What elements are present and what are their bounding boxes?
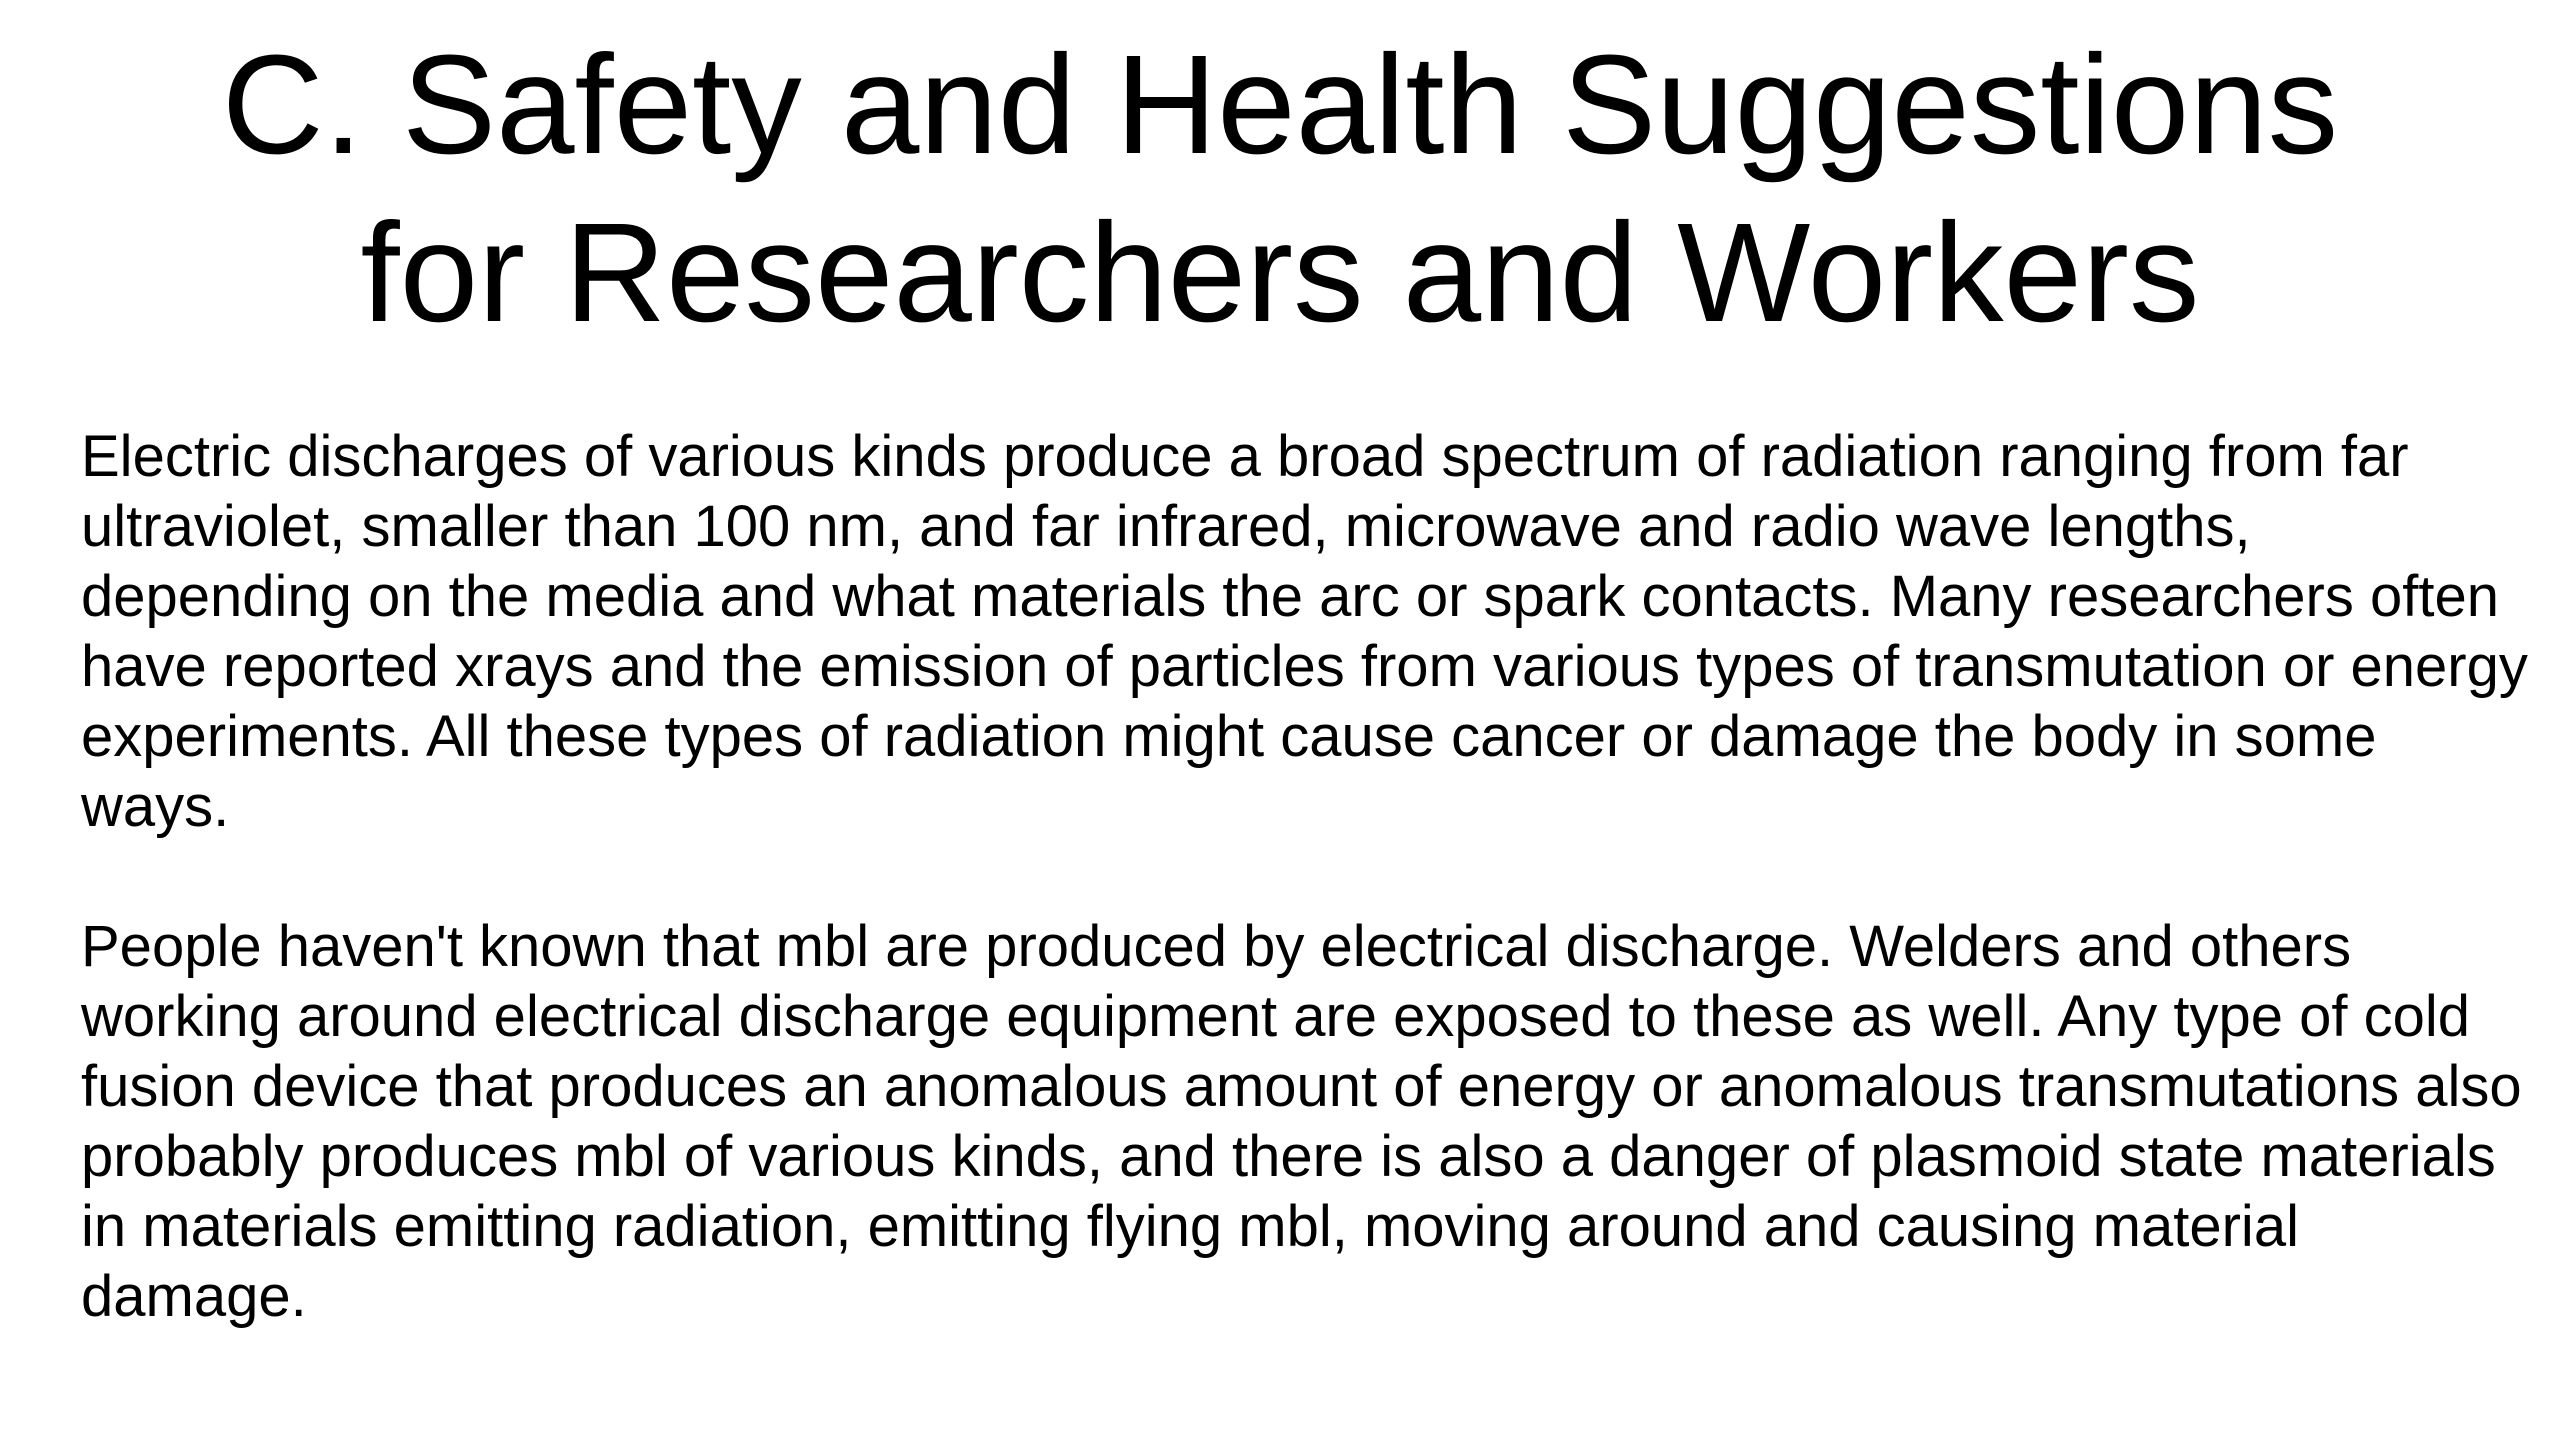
paragraph-line: ways.	[81, 774, 230, 839]
paragraph-spacer	[81, 842, 2541, 912]
paragraph-line: experiments. All these types of radiation might cause cancer or damage the body in some	[81, 704, 2377, 769]
paragraph-line: have reported xrays and the emission of particles from various types of transmutation or energy	[81, 634, 2528, 699]
paragraph-line: working around electrical discharge equipment are exposed to these as well. Any type of cold	[81, 984, 2471, 1049]
paragraph-line: People haven't known that mbl are produced by electrical discharge. Welders and others	[81, 914, 2352, 979]
paragraph-line: probably produces mbl of various kinds, and there is also a danger of plasmoid state materials	[81, 1124, 2496, 1189]
slide-title	[0, 20, 2560, 356]
paragraph-mbl	[81, 912, 2541, 1332]
paragraph-radiation	[81, 422, 2541, 842]
paragraph-line: in materials emitting radiation, emitting flying mbl, moving around and causing material	[81, 1194, 2299, 1259]
paragraph-line: fusion device that produces an anomalous amount of energy or anomalous transmutations also	[81, 1054, 2522, 1119]
slide-body	[81, 422, 2541, 1332]
title-line-2: for Researchers and Workers	[360, 193, 2200, 351]
paragraph-line: Electric discharges of various kinds produce a broad spectrum of radiation ranging from far	[81, 424, 2409, 489]
paragraph-line: depending on the media and what materials the arc or spark contacts. Many researchers often	[81, 564, 2499, 629]
paragraph-line: ultraviolet, smaller than 100 nm, and far infrared, microwave and radio wave lengths,	[81, 494, 2251, 559]
title-line-1: C. Safety and Health Suggestions	[221, 25, 2339, 183]
paragraph-line: damage.	[81, 1264, 307, 1329]
